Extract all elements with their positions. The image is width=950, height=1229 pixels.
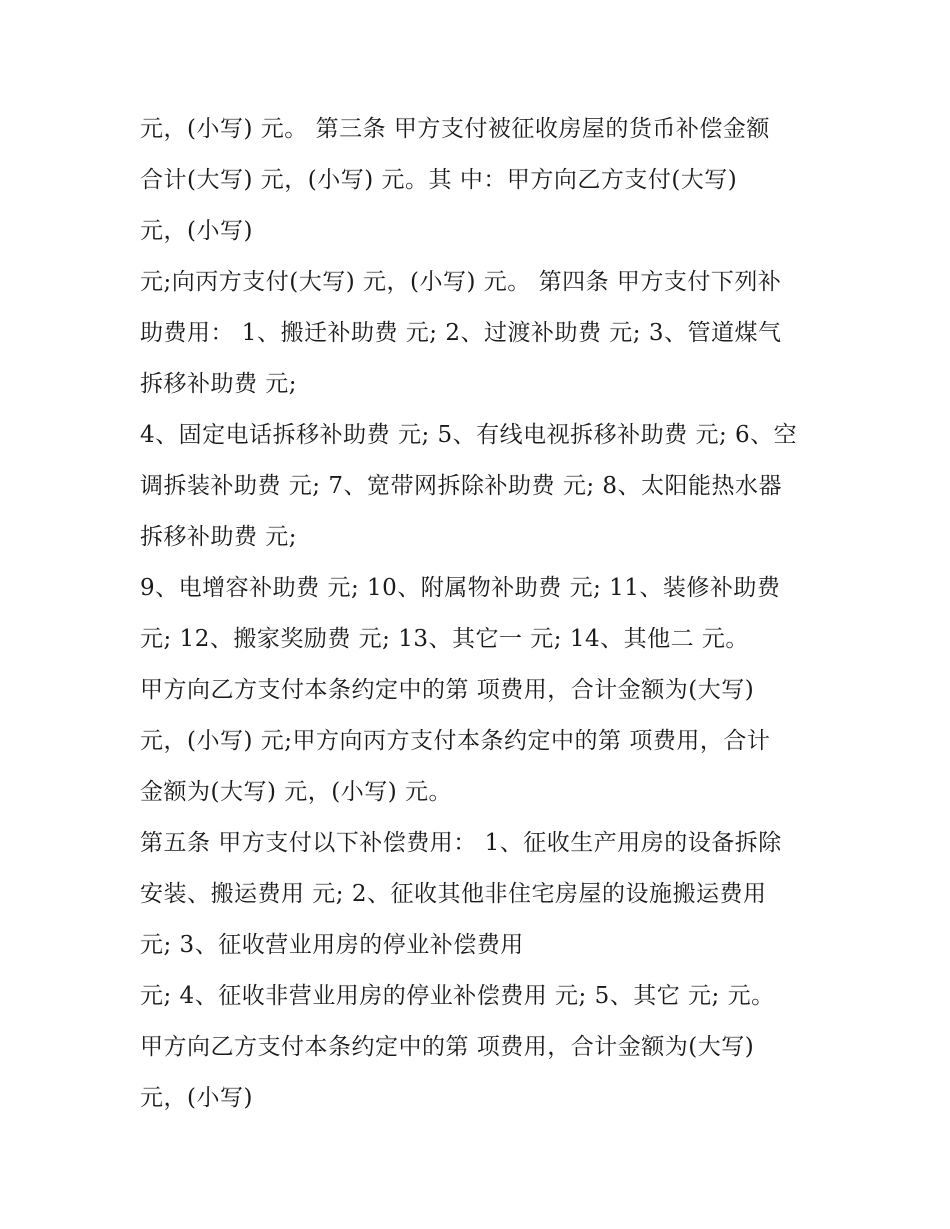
paragraph-subsidy-list-2: [140, 563, 820, 665]
text-line: 9、电增容补助费 元; 10、附属物补助费 元; 11、装修补助费: [140, 575, 781, 601]
document-body: [140, 104, 820, 1124]
paragraph-article-4: [140, 257, 820, 410]
text-line: 元; 3、征收营业用房的停业补偿费用: [140, 932, 524, 958]
text-line: 甲方向乙方支付本条约定中的第 项费用，合计金额为(大写): [140, 677, 755, 703]
paragraph-subsidy-total: [140, 665, 820, 818]
paragraph-article-5: [140, 818, 820, 971]
text-line: 拆移补助费 元;: [140, 524, 298, 550]
text-line: 元; 12、搬家奖励费 元; 13、其它一 元; 14、其他二 元。: [140, 626, 749, 652]
text-line: 元，(小写): [140, 218, 253, 244]
text-line: 安装、搬运费用 元; 2、征收其他非住宅房屋的设施搬运费用: [140, 881, 767, 907]
text-line: 第五条 甲方支付以下补偿费用： 1、征收生产用房的设备拆除: [140, 830, 782, 856]
text-line: 甲方向乙方支付本条约定中的第 项费用，合计金额为(大写): [140, 1034, 755, 1060]
text-line: 金额为(大写) 元，(小写) 元。: [140, 779, 453, 805]
text-line: 合计(大写) 元，(小写) 元。其 中：甲方向乙方支付(大写): [140, 167, 738, 193]
text-line: 元，(小写): [140, 1085, 253, 1111]
text-line: 元;向丙方支付(大写) 元，(小写) 元。 第四条 甲方支付下列补: [140, 269, 782, 295]
text-line: 元，(小写) 元;甲方向丙方支付本条约定中的第 项费用，合计: [140, 728, 771, 754]
paragraph-compensation-total: [140, 1022, 820, 1124]
text-line: 拆移补助费 元;: [140, 371, 298, 397]
paragraph-subsidy-list-1: [140, 410, 820, 563]
paragraph-article-3: [140, 104, 820, 257]
paragraph-article-5-cont: [140, 971, 820, 1022]
text-line: 4、固定电话拆移补助费 元; 5、有线电视拆移补助费 元; 6、空: [140, 422, 798, 448]
text-line: 元; 4、征收非营业用房的停业补偿费用 元; 5、其它 元; 元。: [140, 983, 775, 1009]
text-line: 助费用： 1、搬迁补助费 元; 2、过渡补助费 元; 3、管道煤气: [140, 320, 782, 346]
text-line: 元，(小写) 元。 第三条 甲方支付被征收房屋的货币补偿金额: [140, 116, 770, 142]
text-line: 调拆装补助费 元; 7、宽带网拆除补助费 元; 8、太阳能热水器: [140, 473, 783, 499]
